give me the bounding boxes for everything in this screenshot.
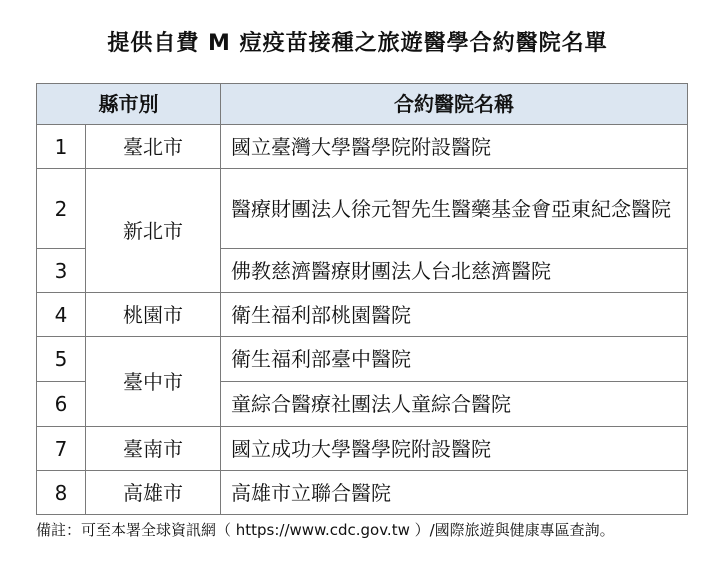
county-cell: 臺中市: [86, 337, 221, 427]
table-row: [37, 169, 688, 249]
table-row: [37, 337, 688, 382]
row-number: 7: [37, 427, 86, 471]
hospital-name-cell: 衛生福利部臺中醫院: [221, 337, 688, 382]
footnote: 備註：可至本署全球資訊網（ https://www.cdc.gov.tw ）/國際旅遊與健康專區查詢。: [36, 521, 615, 539]
row-number: 3: [37, 249, 86, 293]
row-number: 1: [37, 125, 86, 169]
hospital-name-cell: 童綜合醫療社團法人童綜合醫院: [221, 382, 688, 427]
county-cell: 新北市: [86, 169, 221, 293]
county-cell: 臺北市: [86, 125, 221, 169]
hospital-name-cell: 衛生福利部桃園醫院: [221, 293, 688, 337]
row-number: 5: [37, 337, 86, 382]
row-number: 2: [37, 169, 86, 249]
header-county: 縣市別: [37, 84, 221, 125]
hospital-name-cell: 高雄市立聯合醫院: [221, 471, 688, 515]
county-cell: 高雄市: [86, 471, 221, 515]
row-number: 6: [37, 382, 86, 427]
table-row: [37, 471, 688, 515]
county-cell: 臺南市: [86, 427, 221, 471]
hospital-table: [36, 83, 688, 515]
header-hospital: 合約醫院名稱: [221, 84, 688, 125]
row-number: 4: [37, 293, 86, 337]
hospital-name-cell: 國立臺灣大學醫學院附設醫院: [221, 125, 688, 169]
document-title: 提供自費 M 痘疫苗接種之旅遊醫學合約醫院名單: [107, 31, 608, 56]
table-header-row: [37, 84, 688, 125]
hospital-name-cell: 國立成功大學醫學院附設醫院: [221, 427, 688, 471]
table-row: [37, 427, 688, 471]
table-row: [37, 125, 688, 169]
county-cell: 桃園市: [86, 293, 221, 337]
row-number: 8: [37, 471, 86, 515]
hospital-name-cell: 佛教慈濟醫療財團法人台北慈濟醫院: [221, 249, 688, 293]
table-row: [37, 293, 688, 337]
hospital-name-cell: 醫療財團法人徐元智先生醫藥基金會亞東紀念醫院: [221, 169, 688, 249]
